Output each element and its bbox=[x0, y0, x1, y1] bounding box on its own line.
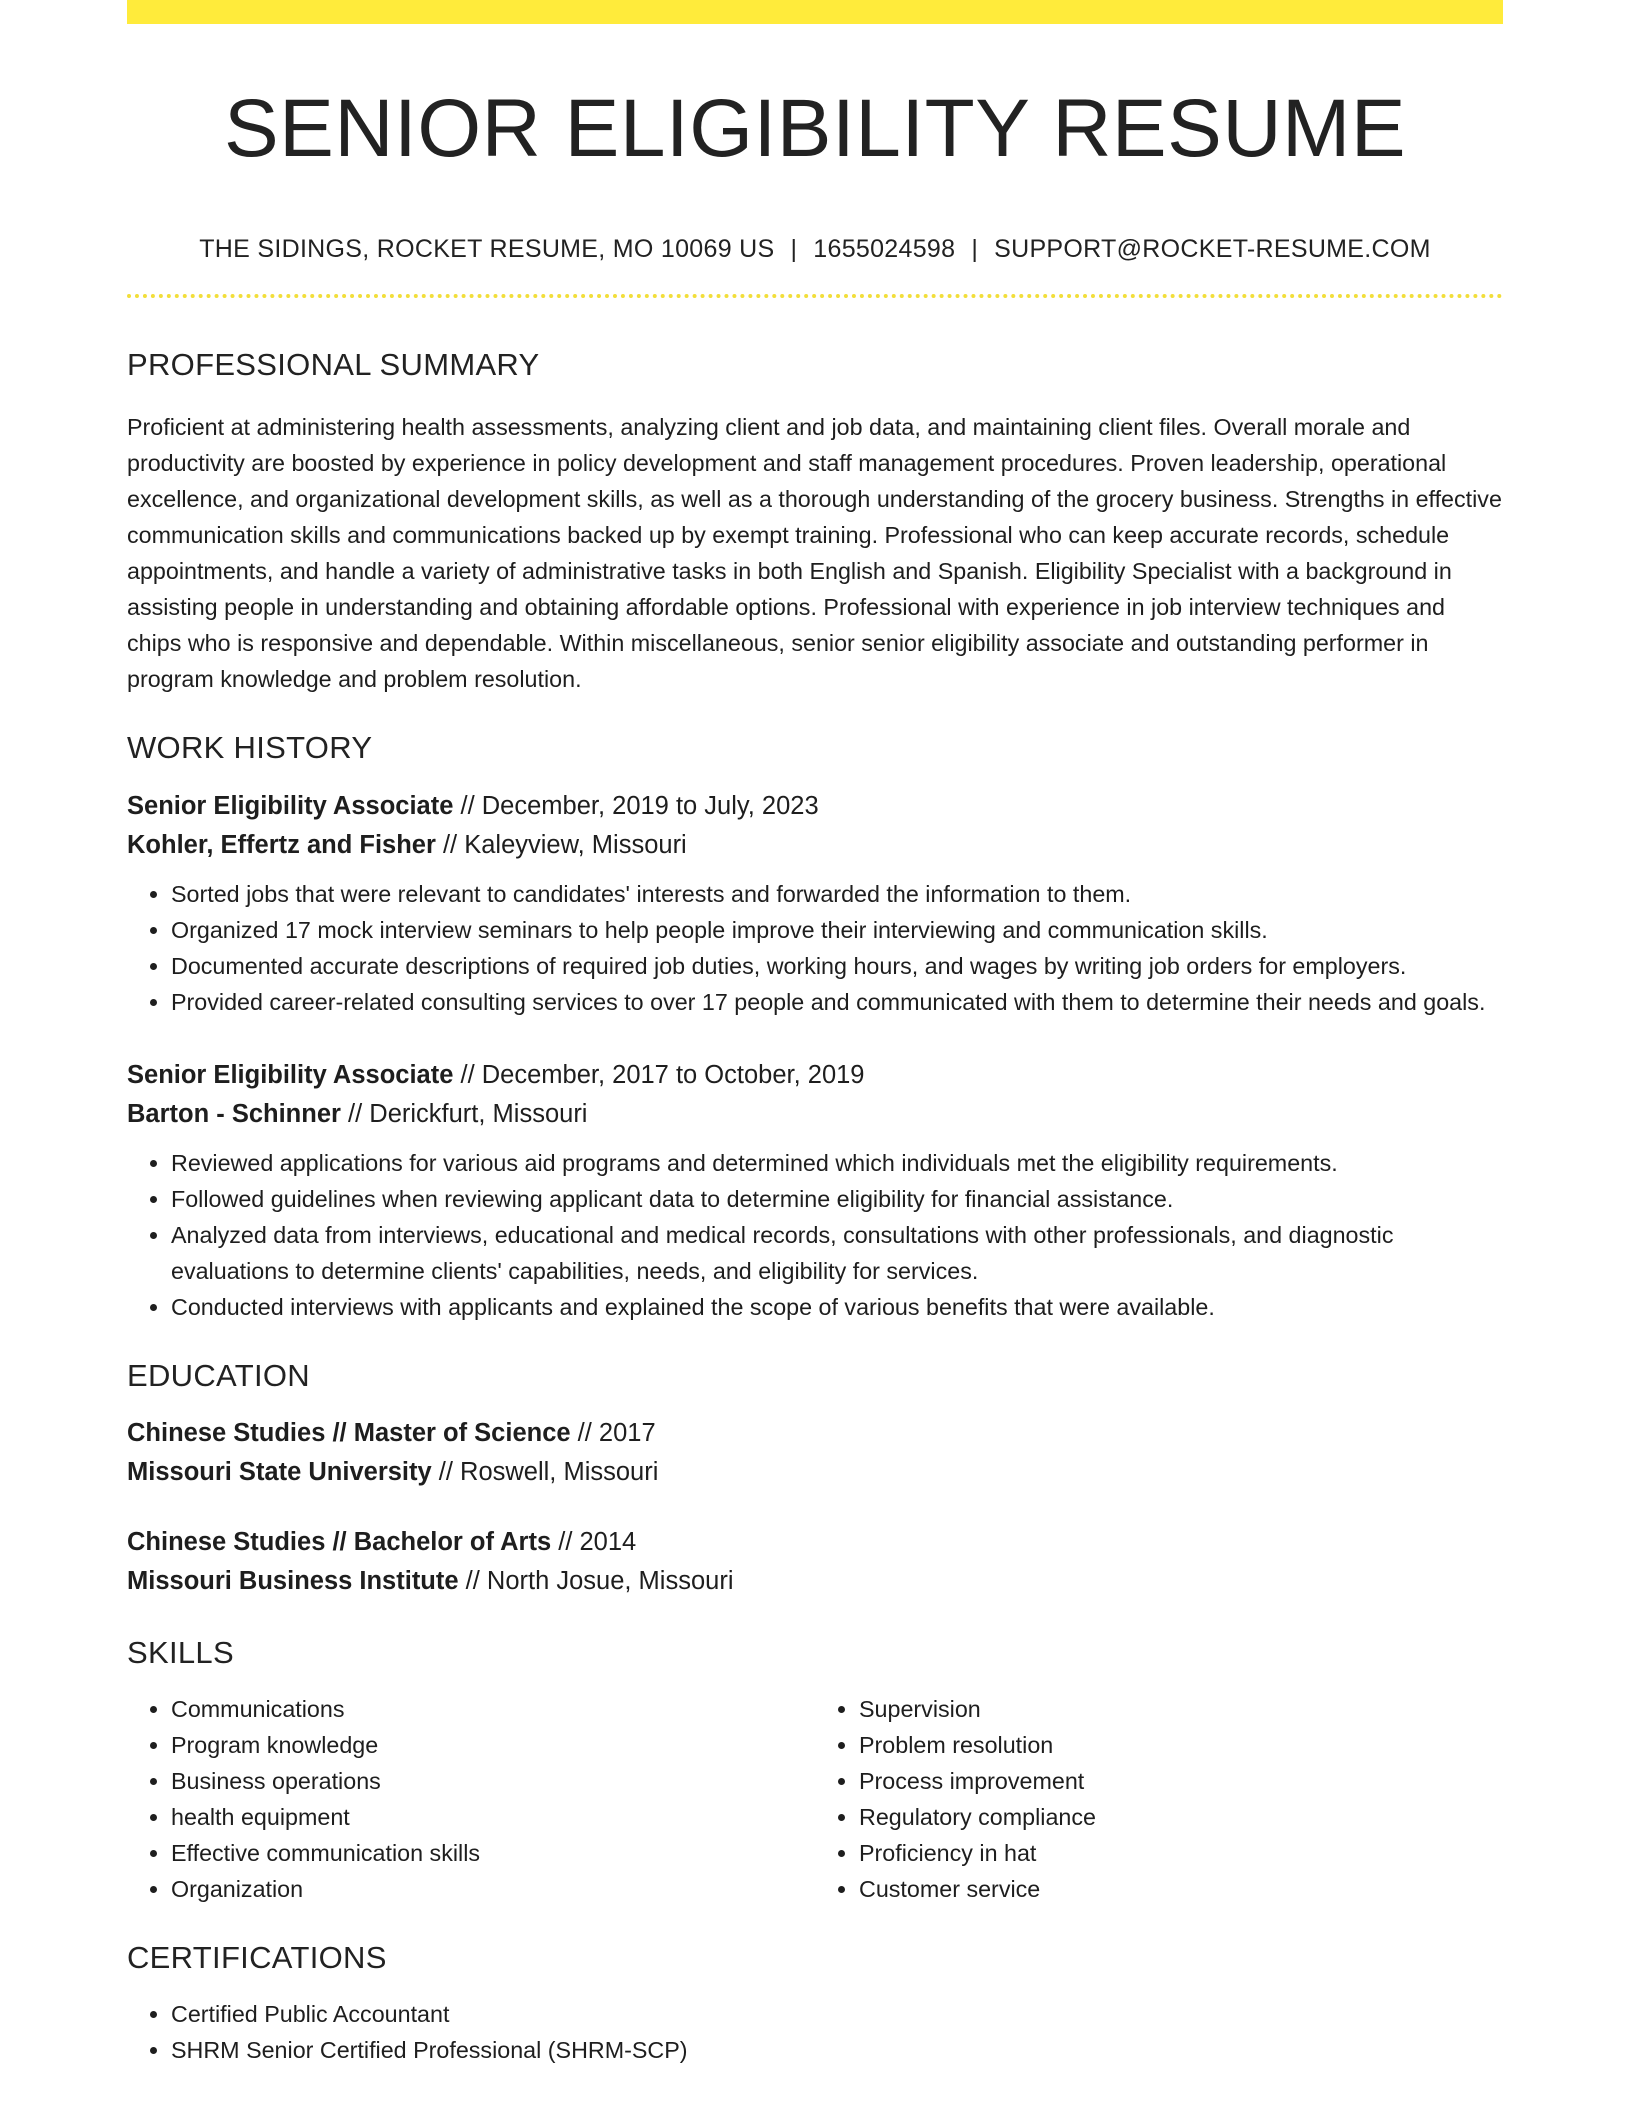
skills-list-left bbox=[127, 1691, 815, 1907]
skills-columns bbox=[127, 1691, 1503, 1907]
skill-item: • Customer service bbox=[859, 1871, 1503, 1907]
certification-item: • SHRM Senior Certified Professional (SHRM-SCP) bbox=[171, 2032, 1503, 2068]
job-bullets bbox=[127, 1145, 1503, 1325]
skill-item: • health equipment bbox=[171, 1799, 815, 1835]
job-bullet: • Reviewed applications for various aid programs and determined which individuals met the eligibility requirements. bbox=[171, 1145, 1503, 1181]
job-company: Kohler, Effertz and Fisher bbox=[127, 831, 436, 860]
job-dates: // December, 2017 to October, 2019 bbox=[453, 1060, 865, 1089]
degree-year: // 2017 bbox=[570, 1418, 656, 1447]
degree: Chinese Studies // Bachelor of Arts bbox=[127, 1527, 552, 1556]
job-title-line bbox=[127, 787, 1503, 827]
education-entry bbox=[127, 1523, 1503, 1602]
job-dates: // December, 2019 to July, 2023 bbox=[453, 791, 819, 820]
degree-year: // 2014 bbox=[551, 1527, 637, 1556]
contact-phone: 1655024598 bbox=[813, 235, 956, 264]
section-heading-work-history: WORK HISTORY bbox=[127, 730, 373, 766]
summary-section bbox=[127, 346, 1503, 697]
education-entry bbox=[127, 1414, 1503, 1493]
skill-item: • Effective communication skills bbox=[171, 1835, 815, 1871]
job-entry bbox=[127, 1056, 1503, 1325]
job-title: Senior Eligibility Associate bbox=[127, 791, 454, 820]
school-location: // Roswell, Missouri bbox=[431, 1458, 659, 1487]
certifications-list bbox=[127, 1996, 1503, 2068]
skill-item: • Process improvement bbox=[859, 1763, 1503, 1799]
degree: Chinese Studies // Master of Science bbox=[127, 1418, 571, 1447]
job-title-line bbox=[127, 1056, 1503, 1096]
dotted-divider bbox=[127, 294, 1503, 298]
contact-email: SUPPORT@ROCKET-RESUME.COM bbox=[994, 235, 1431, 264]
school: Missouri Business Institute bbox=[127, 1567, 459, 1596]
contact-address: THE SIDINGS, ROCKET RESUME, MO 10069 US bbox=[199, 235, 775, 264]
job-bullet: • Conducted interviews with applicants and explained the scope of various benefits that were available. bbox=[171, 1289, 1503, 1325]
section-heading-summary: PROFESSIONAL SUMMARY bbox=[127, 347, 540, 383]
skills-section bbox=[127, 1634, 1503, 1907]
skill-item: • Program knowledge bbox=[171, 1727, 815, 1763]
skill-item: • Communications bbox=[171, 1691, 815, 1727]
skill-item: • Regulatory compliance bbox=[859, 1799, 1503, 1835]
section-heading-certifications: CERTIFICATIONS bbox=[127, 1939, 387, 1975]
section-heading-education: EDUCATION bbox=[127, 1357, 310, 1393]
certification-item: • Certified Public Accountant bbox=[171, 1996, 1503, 2032]
school-location: // North Josue, Missouri bbox=[458, 1567, 734, 1596]
section-heading-skills: SKILLS bbox=[127, 1634, 234, 1670]
school: Missouri State University bbox=[127, 1458, 432, 1487]
skill-item: • Supervision bbox=[859, 1691, 1503, 1727]
skills-list-right bbox=[815, 1691, 1503, 1907]
job-bullet: • Analyzed data from interviews, educational and medical records, consultations with other professionals, and diagnostic evaluations to determine clients' capabilities, needs, and eligibility for services. bbox=[171, 1217, 1503, 1289]
job-bullet: • Sorted jobs that were relevant to candidates' interests and forwarded the information to them. bbox=[171, 876, 1503, 912]
school-line bbox=[127, 1453, 1503, 1493]
resume-title: SENIOR ELIGIBILITY RESUME bbox=[223, 83, 1407, 174]
job-company: Barton - Schinner bbox=[127, 1100, 341, 1129]
degree-line bbox=[127, 1414, 1503, 1454]
contact-separator: | bbox=[971, 235, 979, 264]
job-bullet: • Organized 17 mock interview seminars to help people improve their interviewing and communication skills. bbox=[171, 912, 1503, 948]
job-company-line bbox=[127, 1095, 1503, 1135]
contact-line bbox=[127, 234, 1503, 264]
job-entry bbox=[127, 787, 1503, 1020]
job-bullets bbox=[127, 876, 1503, 1020]
job-bullet: • Followed guidelines when reviewing applicant data to determine eligibility for financial assistance. bbox=[171, 1181, 1503, 1217]
degree-line bbox=[127, 1523, 1503, 1563]
job-location: // Derickfurt, Missouri bbox=[340, 1100, 588, 1129]
job-company-line bbox=[127, 826, 1503, 866]
work-history-section bbox=[127, 729, 1503, 1324]
skill-item: • Business operations bbox=[171, 1763, 815, 1799]
education-section bbox=[127, 1357, 1503, 1602]
skill-item: • Proficiency in hat bbox=[859, 1835, 1503, 1871]
job-location: // Kaleyview, Missouri bbox=[435, 831, 687, 860]
job-bullet: • Documented accurate descriptions of required job duties, working hours, and wages by writing job orders for employers. bbox=[171, 948, 1503, 984]
top-accent-bar bbox=[127, 0, 1503, 24]
certifications-section bbox=[127, 1939, 1503, 2068]
job-title: Senior Eligibility Associate bbox=[127, 1060, 454, 1089]
skill-item: • Problem resolution bbox=[859, 1727, 1503, 1763]
resume-page bbox=[127, 0, 1503, 2068]
summary-text: Proficient at administering health assessments, analyzing client and job data, and maintaining client files. Overall morale and productivity are boosted by experience in policy development and staff management procedures. Proven leadership, operational excellence, and organizational development skills, as well as a thorough understanding of the grocery business. Strengths in effective communication skills and communications backed up by exempt training. Professional who can keep accurate records, schedule appointments, and handle a variety of administrative tasks in both English and Spanish. Eligibility Specialist with a background in assisting people in understanding and obtaining affordable options. Professional with experience in job interview techniques and chips who is responsive and dependable. Within miscellaneous, senior senior eligibility associate and outstanding performer in program knowledge and problem resolution. bbox=[127, 414, 1502, 693]
school-line bbox=[127, 1562, 1503, 1602]
contact-separator: | bbox=[790, 235, 798, 264]
job-bullet: • Provided career-related consulting services to over 17 people and communicated with them to determine their needs and goals. bbox=[171, 984, 1503, 1020]
skill-item: • Organization bbox=[171, 1871, 815, 1907]
